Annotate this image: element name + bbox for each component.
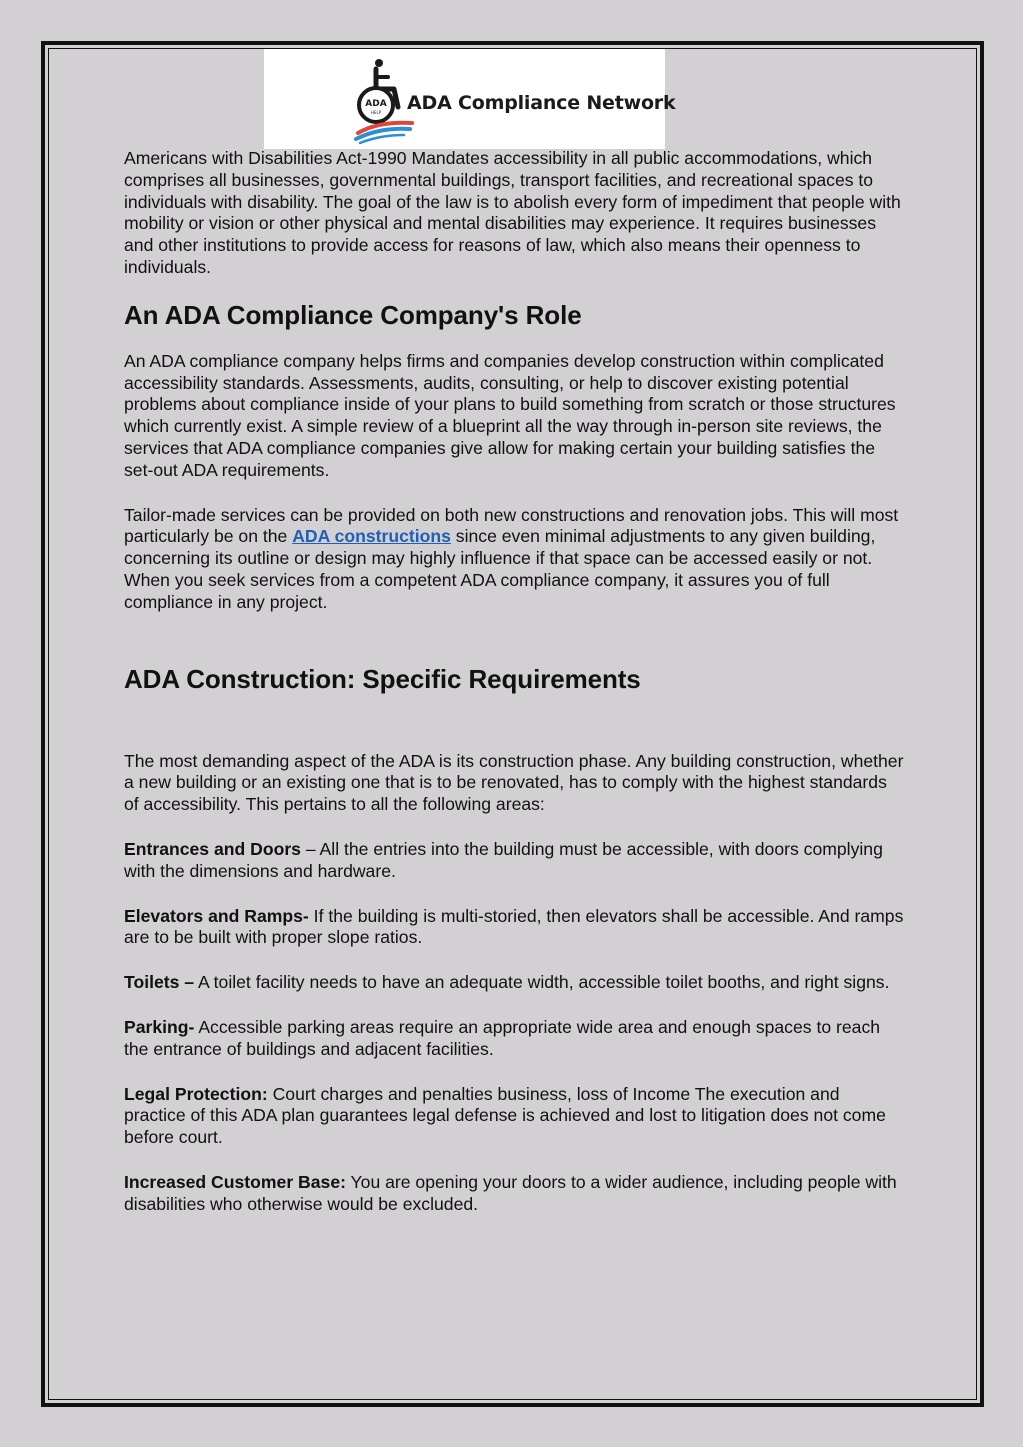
intro-paragraph: Americans with Disabilities Act-1990 Mandates accessibility in all public accommodations, which comprises all businesses, governmental buildings, transport facilities, and recreational spaces to individuals with disability. The goal of the law is to abolish every form of impediment that people with mobility or vision or other physical and mental disabilities may experience. It requires businesses and other institutions to provide access for reasons of law, which also means their openness to individuals. xyxy=(124,148,901,277)
logo-banner xyxy=(264,49,676,149)
requirement-text: Accessible parking areas require an appropriate wide area and enough spaces to reach the entrance of buildings and adjacent facilities. xyxy=(124,1016,881,1059)
requirement-item xyxy=(124,972,904,994)
requirement-text: – All the entries into the building must be accessible, with doors complying with the dimensions and hardware. xyxy=(124,838,883,881)
logo-badge-text: ADA xyxy=(365,99,387,109)
requirement-text: Court charges and penalties business, loss of Income The execution and practice of this ADA plan guarantees legal defense is achieved and lost to litigation does not come before court. xyxy=(124,1083,886,1148)
logo-badge-subtext: HELP xyxy=(370,110,382,115)
role-paragraph-2-start: Tailor-made services can be provided on both new constructions and renovation jobs. This will most particularly be on the xyxy=(124,504,899,547)
requirements-paragraph: The most demanding aspect of the ADA is its construction phase. Any building construction, whether a new building or an existing one that is to be renovated, has to comply with the highest standards of accessibility. This pertains to all the following areas: xyxy=(124,750,904,815)
ada-constructions-link[interactable]: ADA constructions xyxy=(292,526,451,547)
requirement-text: A toilet facility needs to have an adequate width, accessible toilet booths, and right signs. xyxy=(194,972,890,993)
requirement-item xyxy=(124,906,904,950)
wheelchair-logo-icon xyxy=(354,55,414,145)
role-paragraph-2-end: since even minimal adjustments to any given building, concerning its outline or design may highly influence if that space can be accessed easily or not. When you seek services from a competent ADA compliance company, it assures you of full compliance in any project. xyxy=(124,526,876,612)
requirement-label: Elevators and Ramps- xyxy=(124,905,309,926)
requirement-item xyxy=(124,1172,904,1216)
requirement-label: Toilets – xyxy=(124,972,195,993)
requirement-item xyxy=(124,1084,904,1149)
logo-title: ADA Compliance Network xyxy=(407,92,676,114)
requirement-text: If the building is multi-storied, then elevators shall be accessible. And ramps are to be built with proper slope ratios. xyxy=(124,905,904,948)
requirement-label: Parking- xyxy=(124,1016,195,1037)
section-heading-requirements: ADA Construction: Specific Requirements xyxy=(124,663,641,694)
document-body xyxy=(124,148,904,1216)
requirement-label: Increased Customer Base: xyxy=(124,1171,346,1192)
requirement-item xyxy=(124,839,904,883)
requirement-item xyxy=(124,1017,904,1061)
role-paragraph-2 xyxy=(124,505,904,614)
requirement-label: Legal Protection: xyxy=(124,1083,268,1104)
role-paragraph-1: An ADA compliance company helps firms and companies develop construction within complicated accessibility standards. Assessments, audits, consulting, or help to discover existing potential problems about compliance inside of your plans to build something from scratch or those structures which currently exist. A simple review of a blueprint all the way through in-person site reviews, the services that ADA compliance companies give allow for making certain your building satisfies the set-out ADA requirements. xyxy=(124,350,896,480)
section-heading-role: An ADA Compliance Company's Role xyxy=(124,299,582,330)
requirement-text: You are opening your doors to a wider audience, including people with disabilities who otherwise would be excluded. xyxy=(124,1171,897,1214)
requirement-label: Entrances and Doors xyxy=(124,838,301,859)
